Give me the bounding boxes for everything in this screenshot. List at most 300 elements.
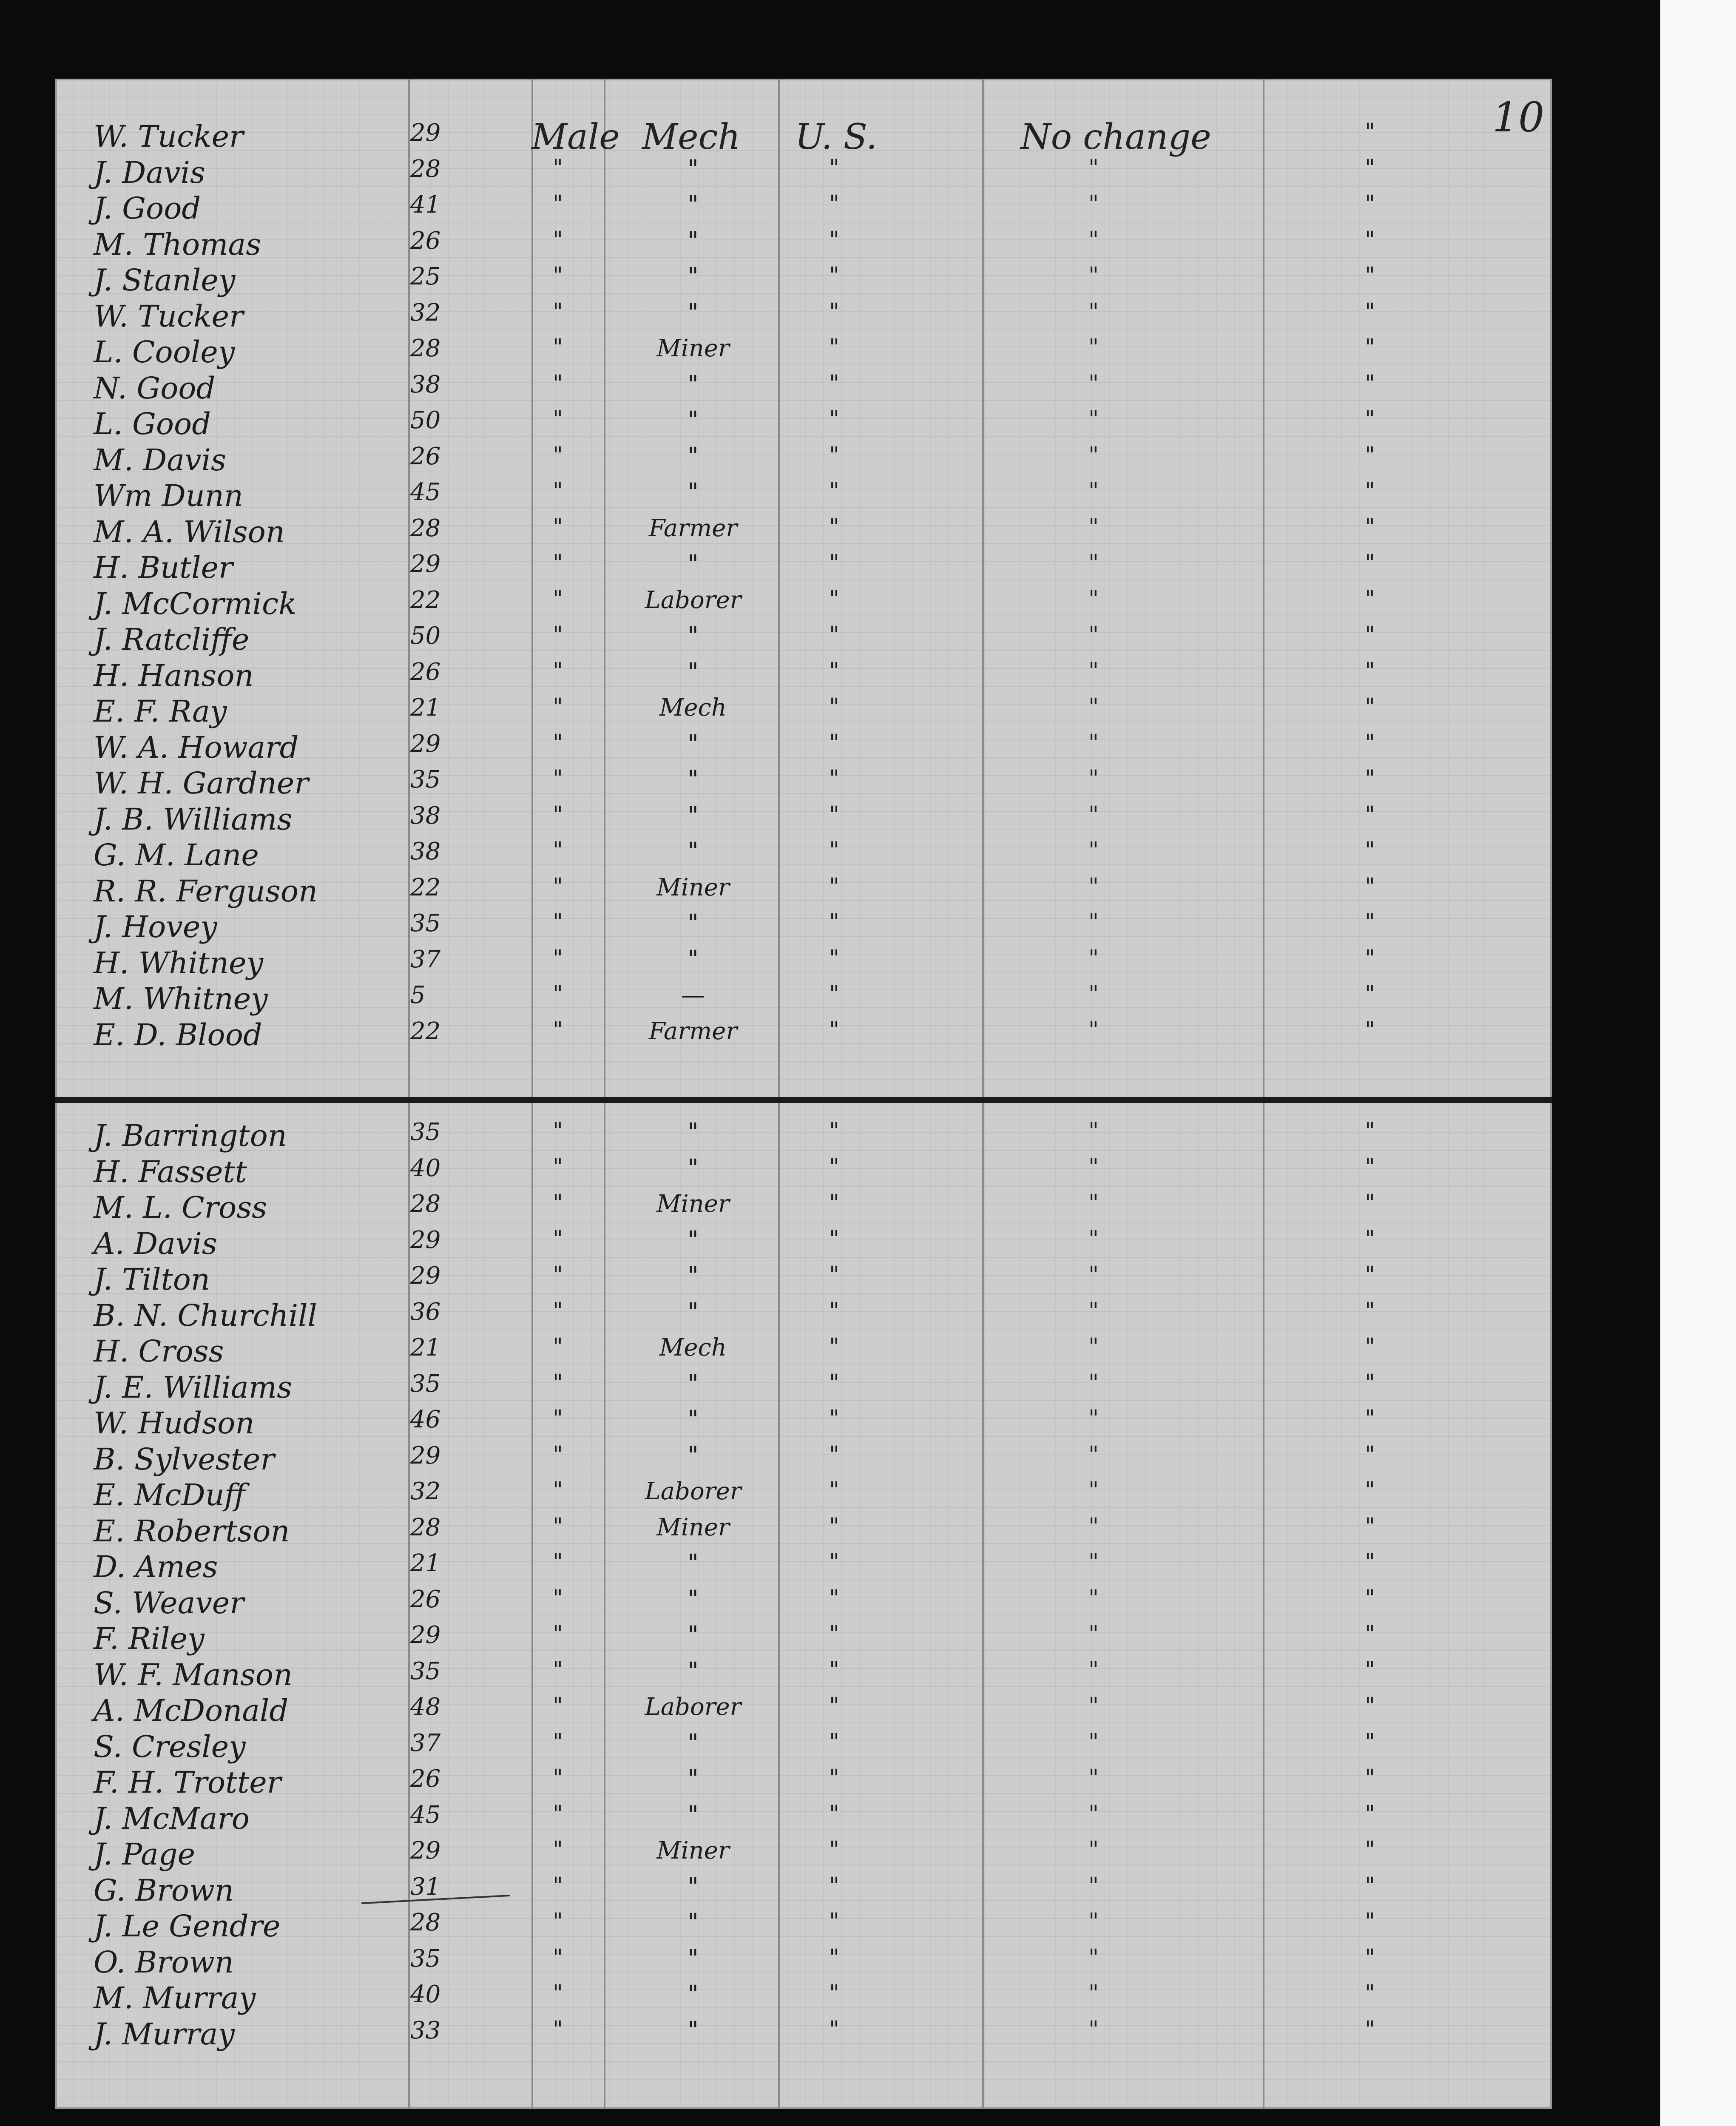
sex-cell: " — [553, 766, 563, 791]
name-cell: M. Davis — [94, 442, 226, 477]
birthplace-cell: " — [829, 335, 839, 360]
sex-cell: " — [553, 1478, 563, 1503]
last-column-cell: " — [1365, 1370, 1375, 1396]
sex-cell: " — [553, 1765, 563, 1791]
name-cell: M. L. Cross — [94, 1190, 267, 1225]
name-cell: H. Butler — [94, 550, 233, 585]
last-column-cell: " — [1365, 1909, 1375, 1934]
table-row — [55, 1801, 1552, 1837]
sex-cell: " — [553, 873, 563, 899]
sex-cell: " — [553, 406, 563, 432]
last-column-cell: " — [1365, 406, 1375, 432]
occupation-cell: " — [688, 766, 699, 793]
last-column-cell: " — [1365, 227, 1375, 253]
change-cell: " — [1088, 1944, 1099, 1970]
table-row — [55, 227, 1552, 263]
occupation-cell: Laborer — [645, 586, 742, 614]
birthplace-cell: " — [829, 730, 839, 756]
sex-cell: " — [553, 910, 563, 935]
last-column-cell: " — [1365, 191, 1375, 216]
birthplace-cell: " — [829, 1190, 839, 1216]
name-cell: J. Page — [94, 1837, 196, 1872]
birthplace-cell: " — [829, 586, 839, 612]
birthplace-cell: " — [829, 1837, 839, 1862]
table-row — [55, 586, 1552, 622]
birthplace-cell: " — [829, 694, 839, 719]
change-cell: " — [1088, 1765, 1099, 1791]
birthplace-cell: " — [829, 298, 839, 324]
occupation-cell: " — [688, 1370, 699, 1398]
name-cell: W. Tucker — [94, 298, 244, 334]
sex-cell: " — [553, 550, 563, 576]
birthplace-cell: " — [829, 2016, 839, 2042]
sex-cell: " — [553, 478, 563, 504]
name-cell: J. McMaro — [94, 1801, 250, 1836]
change-cell: " — [1088, 1154, 1099, 1180]
last-column-cell: " — [1365, 1513, 1375, 1539]
age-cell: 21 — [410, 1334, 441, 1361]
change-cell: " — [1088, 335, 1099, 360]
change-cell: " — [1088, 1549, 1099, 1575]
occupation-cell: " — [688, 1981, 699, 2008]
change-cell: " — [1088, 1693, 1099, 1719]
occupation-cell: " — [688, 1154, 699, 1182]
sex-cell: " — [553, 622, 563, 648]
occupation-cell: " — [688, 191, 699, 219]
name-cell: W. A. Howard — [94, 730, 299, 765]
table-row — [55, 1549, 1552, 1585]
occupation-cell: " — [688, 945, 699, 973]
table-row — [55, 1693, 1552, 1729]
age-cell: 37 — [410, 945, 441, 973]
change-cell: " — [1088, 155, 1099, 181]
last-column-cell: " — [1365, 766, 1375, 791]
birthplace-cell: " — [829, 1478, 839, 1503]
name-cell: F. H. Trotter — [94, 1765, 281, 1800]
change-cell: " — [1088, 1981, 1099, 2006]
table-row — [55, 1406, 1552, 1441]
table-row — [55, 2017, 1552, 2052]
age-cell: 46 — [410, 1406, 441, 1433]
header-change: No change — [1020, 117, 1211, 157]
sex-cell: " — [553, 945, 563, 971]
table-row — [55, 730, 1552, 766]
sex-cell: " — [553, 227, 563, 253]
occupation-cell: " — [688, 730, 699, 758]
table-row — [55, 1765, 1552, 1801]
age-cell: 26 — [410, 1585, 441, 1613]
change-cell: " — [1088, 1370, 1099, 1396]
change-cell: " — [1088, 1585, 1099, 1611]
change-cell: " — [1088, 514, 1099, 540]
sex-cell: " — [553, 2016, 563, 2042]
sex-cell: " — [553, 335, 563, 360]
table-row — [55, 1981, 1552, 2016]
change-cell: " — [1088, 766, 1099, 791]
table-row — [55, 1018, 1552, 1053]
age-cell: 28 — [410, 1513, 441, 1541]
table-row — [55, 874, 1552, 910]
birthplace-cell: " — [829, 1873, 839, 1899]
name-cell: J. Murray — [94, 2016, 235, 2052]
sex-cell: " — [553, 1549, 563, 1575]
name-cell: J. Davis — [94, 155, 205, 190]
sex-cell: " — [553, 442, 563, 468]
census-sheet — [55, 79, 1552, 2109]
name-cell: J. Hovey — [94, 910, 217, 944]
occupation-cell: Miner — [656, 873, 730, 901]
last-column-cell: " — [1365, 981, 1375, 1007]
age-cell: 48 — [410, 1693, 441, 1721]
age-cell: 35 — [410, 766, 441, 793]
change-cell: " — [1088, 910, 1099, 935]
last-column-cell: " — [1365, 1262, 1375, 1288]
occupation-cell: " — [688, 1729, 699, 1757]
change-cell: " — [1088, 406, 1099, 432]
table-row — [55, 371, 1552, 406]
sex-cell: " — [553, 1585, 563, 1611]
table-row — [55, 1621, 1552, 1657]
birthplace-cell: " — [829, 1406, 839, 1431]
sex-cell: " — [553, 263, 563, 288]
name-cell: W. Hudson — [94, 1406, 255, 1441]
last-column-cell: " — [1365, 1585, 1375, 1611]
occupation-cell: " — [688, 442, 699, 470]
occupation-cell: " — [688, 1118, 699, 1146]
sex-cell: " — [553, 155, 563, 181]
age-cell: 29 — [410, 1441, 441, 1469]
change-cell: " — [1088, 730, 1099, 756]
occupation-cell: " — [688, 1801, 699, 1829]
sex-cell: " — [553, 658, 563, 684]
sex-cell: " — [553, 730, 563, 756]
age-cell: 33 — [410, 2016, 441, 2044]
birthplace-cell: " — [829, 910, 839, 935]
age-cell: 38 — [410, 802, 441, 830]
table-row — [55, 658, 1552, 694]
age-cell: 50 — [410, 622, 441, 650]
birthplace-cell: " — [829, 227, 839, 253]
table-row — [55, 1514, 1552, 1549]
birthplace-cell: " — [829, 1801, 839, 1827]
age-cell: 21 — [410, 694, 441, 722]
age-cell: 29 — [410, 1262, 441, 1290]
occupation-cell: " — [688, 1585, 699, 1613]
last-column-cell: " — [1365, 1154, 1375, 1180]
change-cell: " — [1088, 1298, 1099, 1324]
occupation-cell: " — [688, 406, 699, 434]
name-cell: S. Weaver — [94, 1585, 244, 1620]
occupation-cell: Farmer — [648, 1017, 738, 1045]
birthplace-cell: " — [829, 1118, 839, 1144]
sex-cell: " — [553, 1262, 563, 1288]
birthplace-cell: " — [829, 658, 839, 684]
table-row — [55, 335, 1552, 370]
occupation-cell: " — [688, 1549, 699, 1577]
table-row — [55, 1873, 1552, 1909]
sex-cell: " — [553, 1621, 563, 1647]
last-column-cell: " — [1365, 1621, 1375, 1647]
age-cell: 31 — [410, 1873, 441, 1901]
occupation-cell: Miner — [656, 1190, 730, 1218]
name-cell: J. B. Williams — [94, 802, 293, 837]
table-row — [55, 910, 1552, 945]
sex-cell: " — [553, 694, 563, 719]
occupation-cell: Miner — [656, 1513, 730, 1541]
table-row — [55, 1586, 1552, 1621]
name-cell: M. A. Wilson — [94, 514, 285, 549]
change-cell: " — [1088, 1909, 1099, 1934]
sex-cell: " — [553, 1693, 563, 1719]
name-cell: F. Riley — [94, 1621, 205, 1656]
occupation-cell: " — [688, 1621, 699, 1649]
last-column-cell: " — [1365, 1549, 1375, 1575]
age-cell: 35 — [410, 1118, 441, 1146]
last-column-cell: " — [1365, 838, 1375, 863]
last-column-cell: " — [1365, 370, 1375, 396]
birthplace-cell: " — [829, 191, 839, 216]
occupation-cell: " — [688, 1262, 699, 1290]
occupation-cell: " — [688, 298, 699, 327]
table-row — [55, 263, 1552, 298]
table-row — [55, 1370, 1552, 1406]
sex-cell: " — [553, 1226, 563, 1252]
birthplace-cell: " — [829, 1262, 839, 1288]
occupation-cell: " — [688, 838, 699, 865]
age-cell: 35 — [410, 910, 441, 937]
name-cell: N. Good — [94, 370, 216, 406]
table-row — [55, 406, 1552, 442]
table-row — [55, 1334, 1552, 1370]
birthplace-cell: " — [829, 1729, 839, 1755]
age-cell: 26 — [410, 658, 441, 686]
last-column-cell: " — [1365, 622, 1375, 648]
table-row — [55, 478, 1552, 514]
birthplace-cell: " — [829, 1154, 839, 1180]
table-row — [55, 1118, 1552, 1154]
birthplace-cell: " — [829, 1621, 839, 1647]
table-row — [55, 1729, 1552, 1765]
change-cell: " — [1088, 1837, 1099, 1862]
page-fold — [55, 1097, 1552, 1103]
age-cell: 28 — [410, 155, 441, 183]
sex-cell: " — [553, 298, 563, 324]
change-cell: " — [1088, 1873, 1099, 1899]
sex-cell: " — [553, 1909, 563, 1934]
occupation-cell: — — [681, 981, 705, 1009]
page-number: 10 — [1492, 94, 1545, 141]
table-row — [55, 550, 1552, 586]
age-cell: 38 — [410, 838, 441, 865]
name-cell: S. Cresley — [94, 1729, 246, 1764]
name-cell: J. Barrington — [94, 1118, 287, 1153]
last-column-cell: " — [1365, 1190, 1375, 1216]
table-row — [55, 443, 1552, 478]
occupation-cell: Miner — [656, 1837, 730, 1865]
age-cell: 35 — [410, 1657, 441, 1685]
last-column-cell: " — [1365, 1693, 1375, 1719]
birthplace-cell: " — [829, 766, 839, 791]
name-cell: E. F. Ray — [94, 694, 227, 729]
last-column-cell: " — [1365, 1441, 1375, 1467]
birthplace-cell: " — [829, 155, 839, 181]
name-cell: H. Cross — [94, 1334, 224, 1369]
table-row — [55, 1154, 1552, 1190]
last-column-cell: " — [1365, 478, 1375, 504]
name-cell: W. H. Gardner — [94, 766, 309, 801]
occupation-cell: " — [688, 1298, 699, 1326]
change-cell: " — [1088, 478, 1099, 504]
change-cell: " — [1088, 1406, 1099, 1431]
table-row — [55, 802, 1552, 838]
age-cell: 32 — [410, 298, 441, 327]
occupation-cell: Miner — [656, 335, 730, 362]
birthplace-cell: " — [829, 370, 839, 396]
occupation-cell: " — [688, 1226, 699, 1254]
last-column-cell: " — [1365, 658, 1375, 684]
sex-cell: " — [553, 1801, 563, 1827]
birthplace-cell: " — [829, 1585, 839, 1611]
last-column-cell: " — [1365, 1801, 1375, 1827]
change-cell: " — [1088, 263, 1099, 288]
sex-cell: " — [553, 1729, 563, 1755]
occupation-cell: " — [688, 910, 699, 937]
age-cell: 32 — [410, 1478, 441, 1505]
change-cell: " — [1088, 802, 1099, 827]
last-column-cell: " — [1365, 945, 1375, 971]
table-row — [55, 514, 1552, 550]
change-cell: " — [1088, 298, 1099, 324]
birthplace-cell: " — [829, 802, 839, 827]
table-row — [55, 299, 1552, 335]
change-cell: " — [1088, 981, 1099, 1007]
occupation-cell: " — [688, 550, 699, 578]
birthplace-cell: " — [829, 406, 839, 432]
age-cell: 26 — [410, 442, 441, 470]
birthplace-cell: " — [829, 1657, 839, 1683]
last-column-cell: " — [1365, 873, 1375, 899]
occupation-cell: " — [688, 1909, 699, 1936]
birthplace-cell: " — [829, 514, 839, 540]
occupation-cell: Farmer — [648, 514, 738, 542]
change-cell: " — [1088, 694, 1099, 719]
age-cell: 26 — [410, 227, 441, 255]
last-column-cell: " — [1365, 694, 1375, 719]
header-occupation: Mech — [642, 117, 741, 157]
last-column-cell: " — [1365, 1118, 1375, 1144]
change-cell: " — [1088, 1801, 1099, 1827]
change-cell: " — [1088, 1262, 1099, 1288]
name-cell: J. Tilton — [94, 1262, 210, 1297]
sex-cell: " — [553, 1944, 563, 1970]
name-cell: M. Murray — [94, 1981, 256, 2015]
change-cell: " — [1088, 1441, 1099, 1467]
age-cell: 36 — [410, 1298, 441, 1326]
change-cell: " — [1088, 622, 1099, 648]
birthplace-cell: " — [829, 981, 839, 1007]
sex-cell: " — [553, 1154, 563, 1180]
age-cell: 29 — [410, 119, 441, 147]
header-birthplace: U. S. — [795, 117, 878, 157]
birthplace-cell: " — [829, 1017, 839, 1043]
last-column-cell: " — [1365, 1334, 1375, 1359]
age-cell: 28 — [410, 1190, 441, 1218]
table-row — [55, 1837, 1552, 1873]
last-column-cell: " — [1365, 550, 1375, 576]
birthplace-cell: " — [829, 873, 839, 899]
occupation-cell: " — [688, 1406, 699, 1433]
table-row — [55, 694, 1552, 730]
name-cell: M. Thomas — [94, 227, 261, 262]
last-column-cell: " — [1365, 1729, 1375, 1755]
sex-cell: " — [553, 514, 563, 540]
name-cell: W. F. Manson — [94, 1657, 293, 1692]
birthplace-cell: " — [829, 1981, 839, 2006]
birthplace-cell: " — [829, 1549, 839, 1575]
table-row — [55, 191, 1552, 227]
sex-cell: " — [553, 1017, 563, 1043]
sex-cell: " — [553, 1513, 563, 1539]
table-row — [55, 1262, 1552, 1298]
name-cell: Wm Dunn — [94, 478, 243, 513]
table-row — [55, 119, 1552, 155]
table-row — [55, 1909, 1552, 1944]
occupation-cell: Mech — [659, 1334, 727, 1361]
name-cell: J. Le Gendre — [94, 1909, 281, 1944]
last-column-cell: " — [1365, 514, 1375, 540]
occupation-cell: " — [688, 478, 699, 506]
change-cell: " — [1088, 227, 1099, 253]
occupation-cell: " — [688, 622, 699, 650]
change-cell: " — [1088, 370, 1099, 396]
sex-cell: " — [553, 1441, 563, 1467]
name-cell: R. R. Ferguson — [94, 873, 318, 909]
birthplace-cell: " — [829, 1334, 839, 1359]
change-cell: " — [1088, 1226, 1099, 1252]
occupation-cell: " — [688, 227, 699, 255]
age-cell: 29 — [410, 1226, 441, 1254]
birthplace-cell: " — [829, 1298, 839, 1324]
name-cell: L. Cooley — [94, 335, 235, 369]
sex-cell: " — [553, 370, 563, 396]
last-column-cell: " — [1365, 1837, 1375, 1862]
table-row — [55, 1190, 1552, 1226]
change-cell: " — [1088, 586, 1099, 612]
age-cell: 50 — [410, 406, 441, 434]
occupation-cell: " — [688, 1873, 699, 1901]
change-cell: " — [1088, 658, 1099, 684]
birthplace-cell: " — [829, 1226, 839, 1252]
sex-cell: " — [553, 838, 563, 863]
occupation-cell: " — [688, 658, 699, 686]
occupation-cell: " — [688, 1657, 699, 1685]
birthplace-cell: " — [829, 622, 839, 648]
last-column-cell: " — [1365, 1873, 1375, 1899]
change-cell: " — [1088, 1334, 1099, 1359]
change-cell: " — [1088, 1118, 1099, 1144]
change-cell: " — [1088, 2016, 1099, 2042]
table-row — [55, 1298, 1552, 1334]
last-column-cell: " — [1365, 298, 1375, 324]
table-row — [55, 946, 1552, 981]
birthplace-cell: " — [829, 1693, 839, 1719]
occupation-cell: " — [688, 1765, 699, 1793]
sex-cell: " — [553, 1334, 563, 1359]
age-cell: 28 — [410, 1909, 441, 1936]
occupation-cell: " — [688, 155, 699, 183]
age-cell: 28 — [410, 335, 441, 362]
last-column-cell: " — [1365, 1478, 1375, 1503]
